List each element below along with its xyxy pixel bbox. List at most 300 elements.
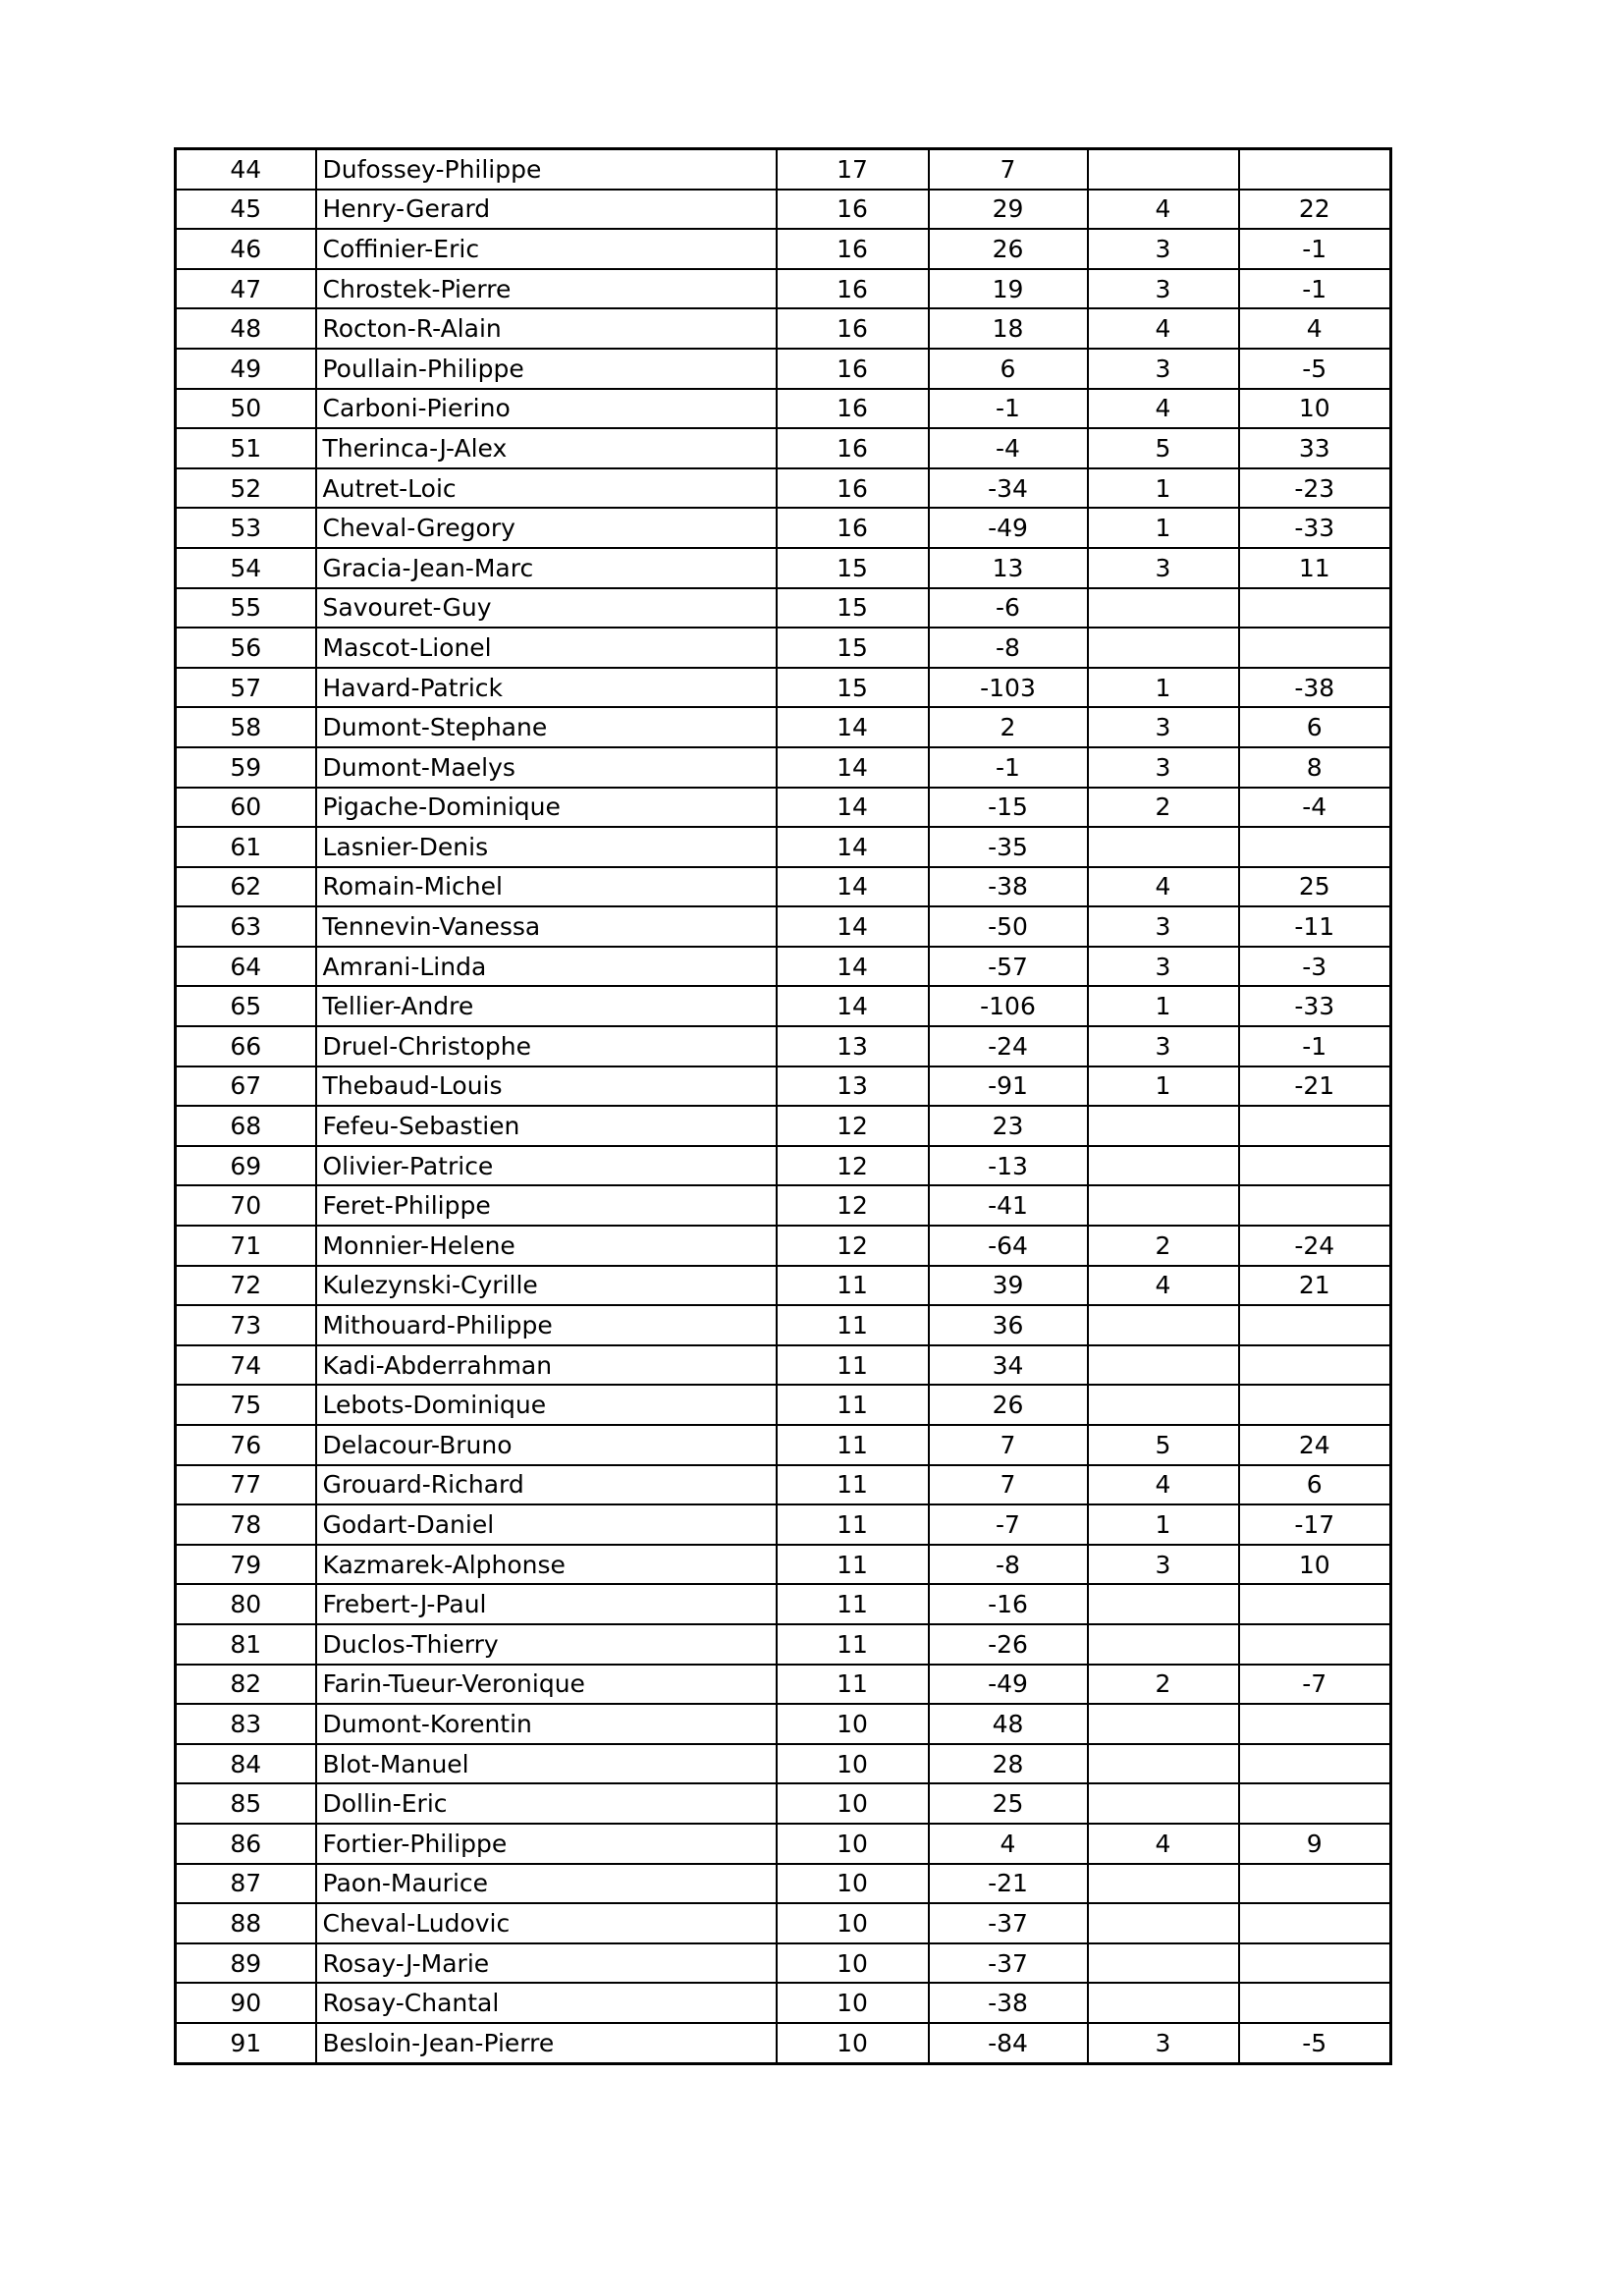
rank-cell: 46 — [176, 229, 316, 269]
score-cell: -7 — [1239, 1665, 1391, 1705]
table-row — [176, 1266, 1391, 1306]
difference-cell: 6 — [929, 349, 1088, 389]
table-row — [176, 1026, 1391, 1066]
difference-cell: -1 — [929, 389, 1088, 429]
games-cell: 1 — [1088, 1504, 1239, 1545]
games-cell: 3 — [1088, 269, 1239, 309]
games-cell: 3 — [1088, 2023, 1239, 2063]
rank-cell: 68 — [176, 1106, 316, 1146]
table-row — [176, 628, 1391, 668]
table-row — [176, 788, 1391, 828]
score-cell — [1239, 1185, 1391, 1226]
score-cell — [1239, 1744, 1391, 1784]
player-name-cell: Dumont-Korentin — [316, 1704, 777, 1744]
player-name-cell: Romain-Michel — [316, 867, 777, 907]
table-row — [176, 1824, 1391, 1864]
points-cell: 12 — [777, 1226, 929, 1266]
score-cell — [1239, 149, 1391, 190]
games-cell — [1088, 1983, 1239, 2023]
player-name-cell: Grouard-Richard — [316, 1465, 777, 1505]
results-table-body — [176, 149, 1391, 2064]
score-cell — [1239, 1146, 1391, 1186]
player-name-cell: Amrani-Linda — [316, 947, 777, 987]
score-cell: -38 — [1239, 668, 1391, 708]
points-cell: 16 — [777, 468, 929, 509]
table-row — [176, 1305, 1391, 1345]
player-name-cell: Dufossey-Philippe — [316, 149, 777, 190]
score-cell: -5 — [1239, 2023, 1391, 2063]
player-name-cell: Carboni-Pierino — [316, 389, 777, 429]
score-cell — [1239, 1943, 1391, 1984]
player-name-cell: Dollin-Eric — [316, 1783, 777, 1824]
score-cell — [1239, 1903, 1391, 1943]
difference-cell: -35 — [929, 827, 1088, 867]
rank-cell: 69 — [176, 1146, 316, 1186]
rank-cell: 88 — [176, 1903, 316, 1943]
difference-cell: -37 — [929, 1903, 1088, 1943]
games-cell: 5 — [1088, 428, 1239, 468]
games-cell: 4 — [1088, 389, 1239, 429]
rank-cell: 63 — [176, 906, 316, 947]
games-cell: 3 — [1088, 947, 1239, 987]
rank-cell: 55 — [176, 588, 316, 629]
table-row — [176, 827, 1391, 867]
rank-cell: 80 — [176, 1584, 316, 1624]
player-name-cell: Tellier-Andre — [316, 986, 777, 1026]
table-row — [176, 1864, 1391, 1904]
games-cell: 1 — [1088, 468, 1239, 509]
score-cell: -17 — [1239, 1504, 1391, 1545]
rank-cell: 84 — [176, 1744, 316, 1784]
table-row — [176, 1146, 1391, 1186]
score-cell: -11 — [1239, 906, 1391, 947]
score-cell: -1 — [1239, 229, 1391, 269]
rank-cell: 51 — [176, 428, 316, 468]
score-cell: 4 — [1239, 308, 1391, 349]
table-row — [176, 349, 1391, 389]
score-cell: -5 — [1239, 349, 1391, 389]
table-row — [176, 1624, 1391, 1665]
player-name-cell: Farin-Tueur-Veronique — [316, 1665, 777, 1705]
score-cell: 8 — [1239, 747, 1391, 788]
player-name-cell: Kulezynski-Cyrille — [316, 1266, 777, 1306]
games-cell — [1088, 1584, 1239, 1624]
table-row — [176, 1504, 1391, 1545]
player-name-cell: Coffinier-Eric — [316, 229, 777, 269]
difference-cell: 29 — [929, 190, 1088, 230]
points-cell: 11 — [777, 1266, 929, 1306]
score-cell — [1239, 1584, 1391, 1624]
difference-cell: -6 — [929, 588, 1088, 629]
rank-cell: 75 — [176, 1385, 316, 1425]
rank-cell: 57 — [176, 668, 316, 708]
table-row — [176, 707, 1391, 747]
games-cell — [1088, 1624, 1239, 1665]
points-cell: 14 — [777, 827, 929, 867]
games-cell — [1088, 1704, 1239, 1744]
score-cell — [1239, 827, 1391, 867]
games-cell — [1088, 1345, 1239, 1386]
difference-cell: 13 — [929, 548, 1088, 588]
points-cell: 10 — [777, 1704, 929, 1744]
points-cell: 16 — [777, 389, 929, 429]
points-cell: 10 — [777, 1824, 929, 1864]
points-cell: 11 — [777, 1465, 929, 1505]
player-name-cell: Havard-Patrick — [316, 668, 777, 708]
table-row — [176, 867, 1391, 907]
score-cell: 6 — [1239, 707, 1391, 747]
difference-cell: -24 — [929, 1026, 1088, 1066]
points-cell: 14 — [777, 707, 929, 747]
difference-cell: 18 — [929, 308, 1088, 349]
points-cell: 17 — [777, 149, 929, 190]
difference-cell: 39 — [929, 1266, 1088, 1306]
points-cell: 13 — [777, 1026, 929, 1066]
difference-cell: -8 — [929, 1545, 1088, 1585]
points-cell: 11 — [777, 1345, 929, 1386]
rank-cell: 65 — [176, 986, 316, 1026]
rank-cell: 64 — [176, 947, 316, 987]
table-row — [176, 1385, 1391, 1425]
rank-cell: 60 — [176, 788, 316, 828]
table-row — [176, 269, 1391, 309]
difference-cell: 4 — [929, 1824, 1088, 1864]
table-row — [176, 986, 1391, 1026]
games-cell: 3 — [1088, 229, 1239, 269]
rank-cell: 87 — [176, 1864, 316, 1904]
difference-cell: -4 — [929, 428, 1088, 468]
games-cell: 4 — [1088, 867, 1239, 907]
player-name-cell: Dumont-Maelys — [316, 747, 777, 788]
score-cell: -23 — [1239, 468, 1391, 509]
games-cell: 3 — [1088, 1545, 1239, 1585]
player-name-cell: Druel-Christophe — [316, 1026, 777, 1066]
points-cell: 12 — [777, 1185, 929, 1226]
rank-cell: 86 — [176, 1824, 316, 1864]
table-row — [176, 190, 1391, 230]
rank-cell: 71 — [176, 1226, 316, 1266]
table-row — [176, 1106, 1391, 1146]
games-cell: 2 — [1088, 1226, 1239, 1266]
points-cell: 13 — [777, 1066, 929, 1107]
rank-cell: 49 — [176, 349, 316, 389]
score-cell: -1 — [1239, 1026, 1391, 1066]
score-cell — [1239, 1385, 1391, 1425]
points-cell: 10 — [777, 1983, 929, 2023]
player-name-cell: Mascot-Lionel — [316, 628, 777, 668]
difference-cell: -7 — [929, 1504, 1088, 1545]
difference-cell: -26 — [929, 1624, 1088, 1665]
games-cell — [1088, 1106, 1239, 1146]
difference-cell: -37 — [929, 1943, 1088, 1984]
player-name-cell: Autret-Loic — [316, 468, 777, 509]
points-cell: 11 — [777, 1665, 929, 1705]
player-name-cell: Besloin-Jean-Pierre — [316, 2023, 777, 2063]
table-row — [176, 1584, 1391, 1624]
difference-cell: -41 — [929, 1185, 1088, 1226]
rank-cell: 76 — [176, 1425, 316, 1465]
rank-cell: 67 — [176, 1066, 316, 1107]
table-row — [176, 1665, 1391, 1705]
table-row — [176, 1744, 1391, 1784]
points-cell: 14 — [777, 867, 929, 907]
games-cell: 3 — [1088, 747, 1239, 788]
rank-cell: 45 — [176, 190, 316, 230]
table-row — [176, 588, 1391, 629]
difference-cell: 7 — [929, 149, 1088, 190]
rank-cell: 56 — [176, 628, 316, 668]
games-cell — [1088, 1185, 1239, 1226]
score-cell: -4 — [1239, 788, 1391, 828]
score-cell: -21 — [1239, 1066, 1391, 1107]
points-cell: 16 — [777, 269, 929, 309]
table-row — [176, 1185, 1391, 1226]
games-cell — [1088, 1943, 1239, 1984]
difference-cell: 25 — [929, 1783, 1088, 1824]
games-cell: 1 — [1088, 1066, 1239, 1107]
points-cell: 16 — [777, 229, 929, 269]
points-cell: 11 — [777, 1545, 929, 1585]
difference-cell: -8 — [929, 628, 1088, 668]
score-cell: 25 — [1239, 867, 1391, 907]
player-name-cell: Savouret-Guy — [316, 588, 777, 629]
score-cell: 10 — [1239, 389, 1391, 429]
points-cell: 14 — [777, 788, 929, 828]
games-cell: 1 — [1088, 668, 1239, 708]
score-cell: 33 — [1239, 428, 1391, 468]
table-row — [176, 1943, 1391, 1984]
score-cell — [1239, 628, 1391, 668]
points-cell: 16 — [777, 190, 929, 230]
rank-cell: 47 — [176, 269, 316, 309]
points-cell: 16 — [777, 508, 929, 548]
rank-cell: 77 — [176, 1465, 316, 1505]
points-cell: 15 — [777, 668, 929, 708]
difference-cell: -91 — [929, 1066, 1088, 1107]
table-row — [176, 747, 1391, 788]
table-row — [176, 1425, 1391, 1465]
difference-cell: -16 — [929, 1584, 1088, 1624]
player-name-cell: Blot-Manuel — [316, 1744, 777, 1784]
table-row — [176, 389, 1391, 429]
points-cell: 10 — [777, 1864, 929, 1904]
table-row — [176, 468, 1391, 509]
score-cell: -33 — [1239, 986, 1391, 1026]
score-cell: 24 — [1239, 1425, 1391, 1465]
player-name-cell: Chrostek-Pierre — [316, 269, 777, 309]
points-cell: 12 — [777, 1146, 929, 1186]
score-cell — [1239, 1305, 1391, 1345]
table-row — [176, 1066, 1391, 1107]
games-cell — [1088, 588, 1239, 629]
player-name-cell: Feret-Philippe — [316, 1185, 777, 1226]
rank-cell: 91 — [176, 2023, 316, 2063]
games-cell: 1 — [1088, 986, 1239, 1026]
points-cell: 10 — [777, 1744, 929, 1784]
table-row — [176, 508, 1391, 548]
table-row — [176, 308, 1391, 349]
games-cell: 2 — [1088, 1665, 1239, 1705]
difference-cell: -1 — [929, 747, 1088, 788]
points-cell: 11 — [777, 1385, 929, 1425]
games-cell: 4 — [1088, 190, 1239, 230]
games-cell — [1088, 1903, 1239, 1943]
difference-cell: 36 — [929, 1305, 1088, 1345]
player-name-cell: Lebots-Dominique — [316, 1385, 777, 1425]
difference-cell: 28 — [929, 1744, 1088, 1784]
points-cell: 11 — [777, 1305, 929, 1345]
player-name-cell: Lasnier-Denis — [316, 827, 777, 867]
score-cell: -33 — [1239, 508, 1391, 548]
player-name-cell: Rosay-Chantal — [316, 1983, 777, 2023]
rank-cell: 73 — [176, 1305, 316, 1345]
score-cell — [1239, 1864, 1391, 1904]
games-cell — [1088, 1305, 1239, 1345]
difference-cell: 19 — [929, 269, 1088, 309]
rank-cell: 79 — [176, 1545, 316, 1585]
points-cell: 16 — [777, 349, 929, 389]
player-name-cell: Tennevin-Vanessa — [316, 906, 777, 947]
rank-cell: 66 — [176, 1026, 316, 1066]
points-cell: 10 — [777, 1903, 929, 1943]
player-name-cell: Fortier-Philippe — [316, 1824, 777, 1864]
table-row — [176, 548, 1391, 588]
points-cell: 11 — [777, 1624, 929, 1665]
points-cell: 11 — [777, 1584, 929, 1624]
score-cell: 11 — [1239, 548, 1391, 588]
points-cell: 14 — [777, 986, 929, 1026]
player-name-cell: Kadi-Abderrahman — [316, 1345, 777, 1386]
results-table — [174, 147, 1392, 2065]
score-cell: 10 — [1239, 1545, 1391, 1585]
rank-cell: 48 — [176, 308, 316, 349]
points-cell: 11 — [777, 1504, 929, 1545]
player-name-cell: Monnier-Helene — [316, 1226, 777, 1266]
rank-cell: 58 — [176, 707, 316, 747]
games-cell: 4 — [1088, 308, 1239, 349]
player-name-cell: Cheval-Gregory — [316, 508, 777, 548]
games-cell: 4 — [1088, 1465, 1239, 1505]
rank-cell: 72 — [176, 1266, 316, 1306]
table-row — [176, 947, 1391, 987]
player-name-cell: Therinca-J-Alex — [316, 428, 777, 468]
difference-cell: -21 — [929, 1864, 1088, 1904]
rank-cell: 90 — [176, 1983, 316, 2023]
player-name-cell: Thebaud-Louis — [316, 1066, 777, 1107]
score-cell: -1 — [1239, 269, 1391, 309]
rank-cell: 81 — [176, 1624, 316, 1665]
player-name-cell: Olivier-Patrice — [316, 1146, 777, 1186]
difference-cell: -13 — [929, 1146, 1088, 1186]
player-name-cell: Cheval-Ludovic — [316, 1903, 777, 1943]
games-cell — [1088, 1385, 1239, 1425]
difference-cell: 26 — [929, 229, 1088, 269]
table-row — [176, 2023, 1391, 2063]
rank-cell: 53 — [176, 508, 316, 548]
difference-cell: 7 — [929, 1425, 1088, 1465]
games-cell: 3 — [1088, 548, 1239, 588]
score-cell — [1239, 588, 1391, 629]
rank-cell: 62 — [176, 867, 316, 907]
player-name-cell: Pigache-Dominique — [316, 788, 777, 828]
points-cell: 10 — [777, 2023, 929, 2063]
games-cell — [1088, 1744, 1239, 1784]
games-cell — [1088, 1864, 1239, 1904]
score-cell: 6 — [1239, 1465, 1391, 1505]
points-cell: 16 — [777, 428, 929, 468]
difference-cell: -38 — [929, 1983, 1088, 2023]
games-cell — [1088, 827, 1239, 867]
rank-cell: 83 — [176, 1704, 316, 1744]
score-cell — [1239, 1624, 1391, 1665]
points-cell: 10 — [777, 1943, 929, 1984]
games-cell: 4 — [1088, 1824, 1239, 1864]
difference-cell: -15 — [929, 788, 1088, 828]
player-name-cell: Dumont-Stephane — [316, 707, 777, 747]
score-cell — [1239, 1783, 1391, 1824]
points-cell: 16 — [777, 308, 929, 349]
games-cell: 1 — [1088, 508, 1239, 548]
score-cell — [1239, 1106, 1391, 1146]
points-cell: 15 — [777, 628, 929, 668]
score-cell: -3 — [1239, 947, 1391, 987]
difference-cell: 48 — [929, 1704, 1088, 1744]
player-name-cell: Henry-Gerard — [316, 190, 777, 230]
difference-cell: -49 — [929, 508, 1088, 548]
points-cell: 14 — [777, 947, 929, 987]
difference-cell: -103 — [929, 668, 1088, 708]
player-name-cell: Delacour-Bruno — [316, 1425, 777, 1465]
player-name-cell: Kazmarek-Alphonse — [316, 1545, 777, 1585]
difference-cell: 34 — [929, 1345, 1088, 1386]
difference-cell: 23 — [929, 1106, 1088, 1146]
table-row — [176, 1704, 1391, 1744]
rank-cell: 44 — [176, 149, 316, 190]
rank-cell: 61 — [176, 827, 316, 867]
games-cell: 3 — [1088, 707, 1239, 747]
player-name-cell: Frebert-J-Paul — [316, 1584, 777, 1624]
difference-cell: -84 — [929, 2023, 1088, 2063]
difference-cell: -57 — [929, 947, 1088, 987]
table-row — [176, 1226, 1391, 1266]
difference-cell: -49 — [929, 1665, 1088, 1705]
score-cell — [1239, 1345, 1391, 1386]
rank-cell: 70 — [176, 1185, 316, 1226]
games-cell: 2 — [1088, 788, 1239, 828]
rank-cell: 74 — [176, 1345, 316, 1386]
rank-cell: 78 — [176, 1504, 316, 1545]
player-name-cell: Mithouard-Philippe — [316, 1305, 777, 1345]
player-name-cell: Poullain-Philippe — [316, 349, 777, 389]
table-row — [176, 668, 1391, 708]
points-cell: 15 — [777, 588, 929, 629]
score-cell: 21 — [1239, 1266, 1391, 1306]
table-row — [176, 1903, 1391, 1943]
rank-cell: 54 — [176, 548, 316, 588]
player-name-cell: Rocton-R-Alain — [316, 308, 777, 349]
difference-cell: -50 — [929, 906, 1088, 947]
points-cell: 12 — [777, 1106, 929, 1146]
score-cell — [1239, 1704, 1391, 1744]
player-name-cell: Godart-Daniel — [316, 1504, 777, 1545]
table-row — [176, 1545, 1391, 1585]
games-cell: 4 — [1088, 1266, 1239, 1306]
score-cell — [1239, 1983, 1391, 2023]
points-cell: 15 — [777, 548, 929, 588]
player-name-cell: Gracia-Jean-Marc — [316, 548, 777, 588]
table-row — [176, 229, 1391, 269]
difference-cell: -38 — [929, 867, 1088, 907]
